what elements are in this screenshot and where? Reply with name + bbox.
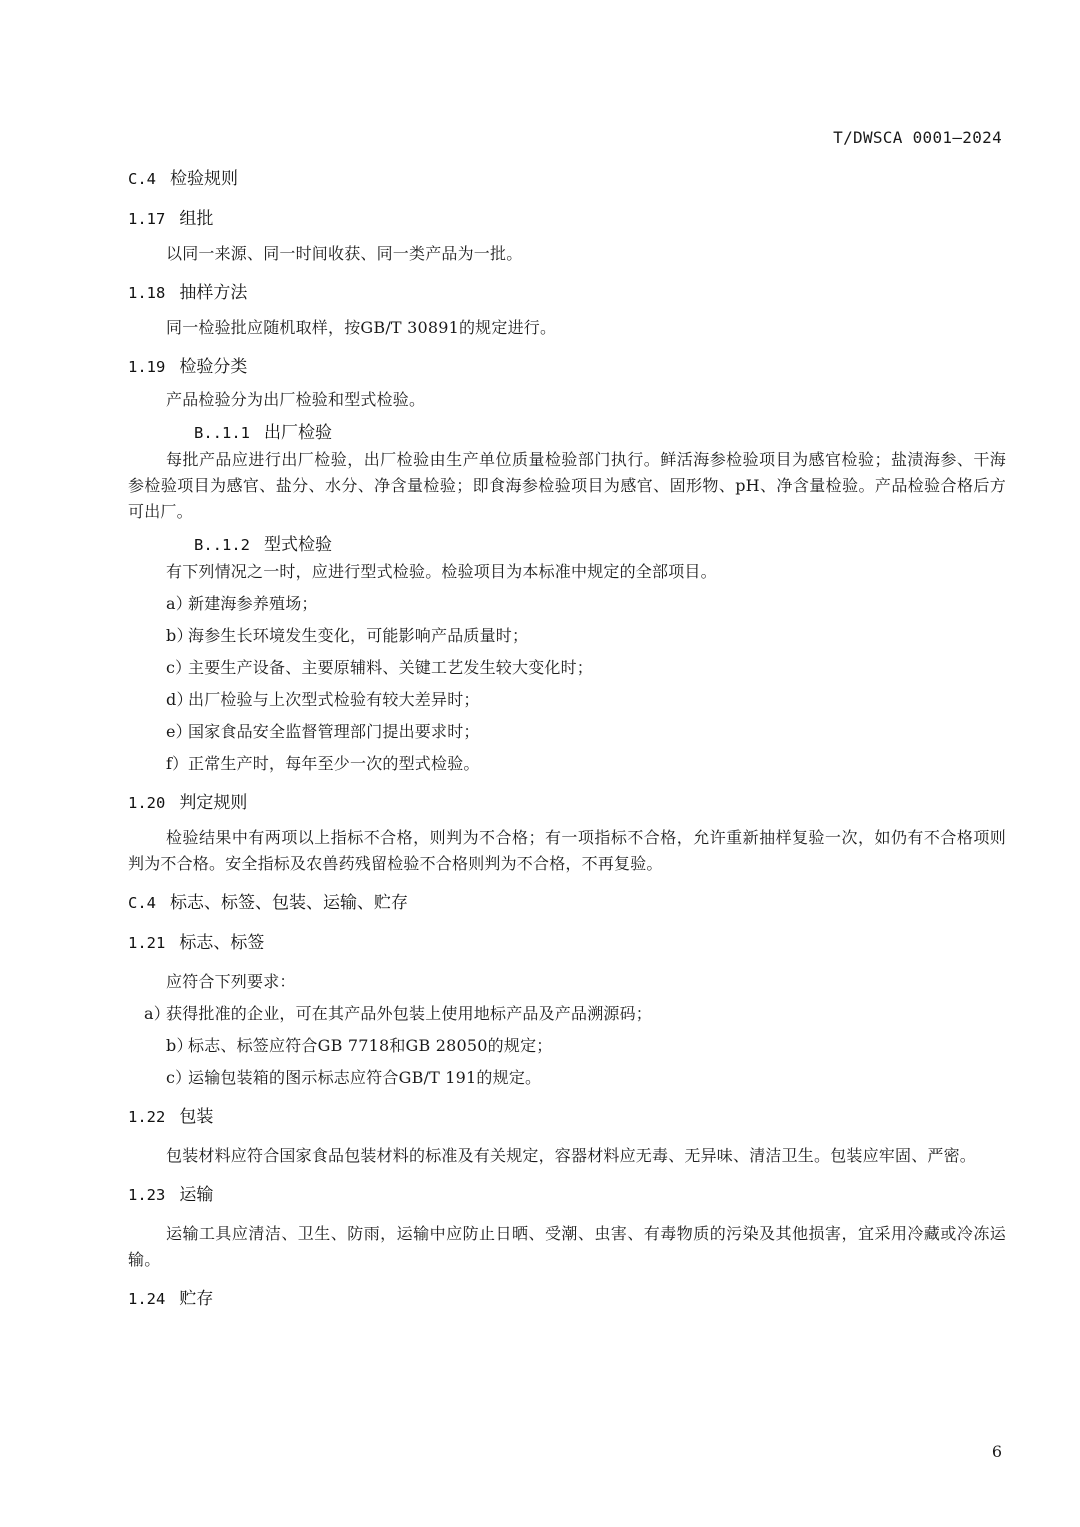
list-item: c）运输包装箱的图示标志应符合GB/T 191的规定。 [166,1068,542,1087]
paragraph-factory-inspection: 每批产品应进行出厂检验，出厂检验由生产单位质量检验部门执行。鲜活海参检验项目为感官检验；盐渍海参、干海参检验项目为感官、盐分、水分、净含量检验；即食海参检验项目为感官、固形物、pH、净含量检验。产品检验合格后方可出厂。 [128,450,1006,521]
section-number: 1.19 [128,358,166,376]
section-heading-1-20 [128,789,1006,817]
paragraph-inspection-classification: 产品检验分为出厂检验和型式检验。 [166,390,426,409]
standard-code: T/DWSCA 0001—2024 [833,128,1002,147]
list-item: b）标志、标签应符合GB 7718和GB 28050的规定； [166,1036,553,1055]
paragraph-transport: 运输工具应清洁、卫生、防雨，运输中应防止日晒、受潮、虫害、有毒物质的污染及其他损害，宜采用冷藏或冷冻运输。 [128,1224,1006,1269]
section-heading-1-22 [128,1103,1006,1131]
section-title: 标志、标签、包装、运输、贮存 [170,893,408,913]
section-heading-1-19 [128,353,1006,381]
subsection-heading-b-1-1 [194,419,1006,447]
section-title: 出厂检验 [264,423,332,443]
section-number: B..1.1 [194,424,250,442]
document-body [128,165,1006,1313]
section-number: 1.21 [128,934,166,952]
section-heading-1-23 [128,1181,1006,1209]
paragraph-packaging: 包装材料应符合国家食品包装材料的标准及有关规定，容器材料应无毒、无异味、清洁卫生。包装应牢固、严密。 [166,1146,977,1165]
paragraph-judgement-rules: 检验结果中有两项以上指标不合格，则判为不合格；有一项指标不合格，允许重新抽样复验一次，如仍有不合格项则判为不合格。安全指标及农兽药残留检验不合格则判为不合格，不再复验。 [128,828,1006,873]
section-title: 组批 [179,209,214,229]
section-heading-1-21 [128,929,1006,957]
section-number: 1.23 [128,1186,166,1204]
section-title: 运输 [179,1185,214,1205]
section-number: C.4 [128,894,156,912]
page-number: 6 [991,1442,1002,1461]
section-title: 型式检验 [264,535,332,555]
section-title: 检验规则 [170,169,238,189]
list-item: f）正常生产时，每年至少一次的型式检验。 [166,754,480,773]
section-number: 1.20 [128,794,166,812]
list-item: d）出厂检验与上次型式检验有较大差异时； [166,690,480,709]
section-number: 1.17 [128,210,166,228]
list-item: c）主要生产设备、主要原辅料、关键工艺发生较大变化时； [166,658,594,677]
section-number: C.4 [128,170,156,188]
subsection-heading-b-1-2 [194,531,1006,559]
section-heading-1-17 [128,205,1006,233]
section-number: B..1.2 [194,536,250,554]
section-number: 1.24 [128,1290,166,1308]
section-title: 贮存 [179,1289,214,1309]
section-heading-c4-inspection [128,165,1006,193]
section-number: 1.18 [128,284,166,302]
section-title: 检验分类 [179,357,248,377]
list-item: e）国家食品安全监督管理部门提出要求时； [166,722,480,741]
section-heading-1-18 [128,279,1006,307]
list-item: b）海参生长环境发生变化，可能影响产品质量时； [166,626,529,645]
section-title: 判定规则 [179,793,248,813]
section-number: 1.22 [128,1108,166,1126]
paragraph-type-inspection: 有下列情况之一时，应进行型式检验。检验项目为本标准中规定的全部项目。 [166,562,717,581]
section-title: 标志、标签 [179,933,265,953]
paragraph-batching: 以同一来源、同一时间收获、同一类产品为一批。 [166,244,523,263]
list-item: a）新建海参养殖场； [166,594,318,613]
section-heading-c4-marking [128,889,1006,917]
section-title: 包装 [179,1107,214,1127]
paragraph-label-requirements: 应符合下列要求： [166,972,296,991]
paragraph-sampling: 同一检验批应随机取样，按GB/T 30891的规定进行。 [166,318,557,337]
section-heading-1-24 [128,1285,1006,1313]
section-title: 抽样方法 [179,283,248,303]
list-item: a）获得批准的企业，可在其产品外包装上使用地标产品及产品溯源码； [144,1004,653,1023]
